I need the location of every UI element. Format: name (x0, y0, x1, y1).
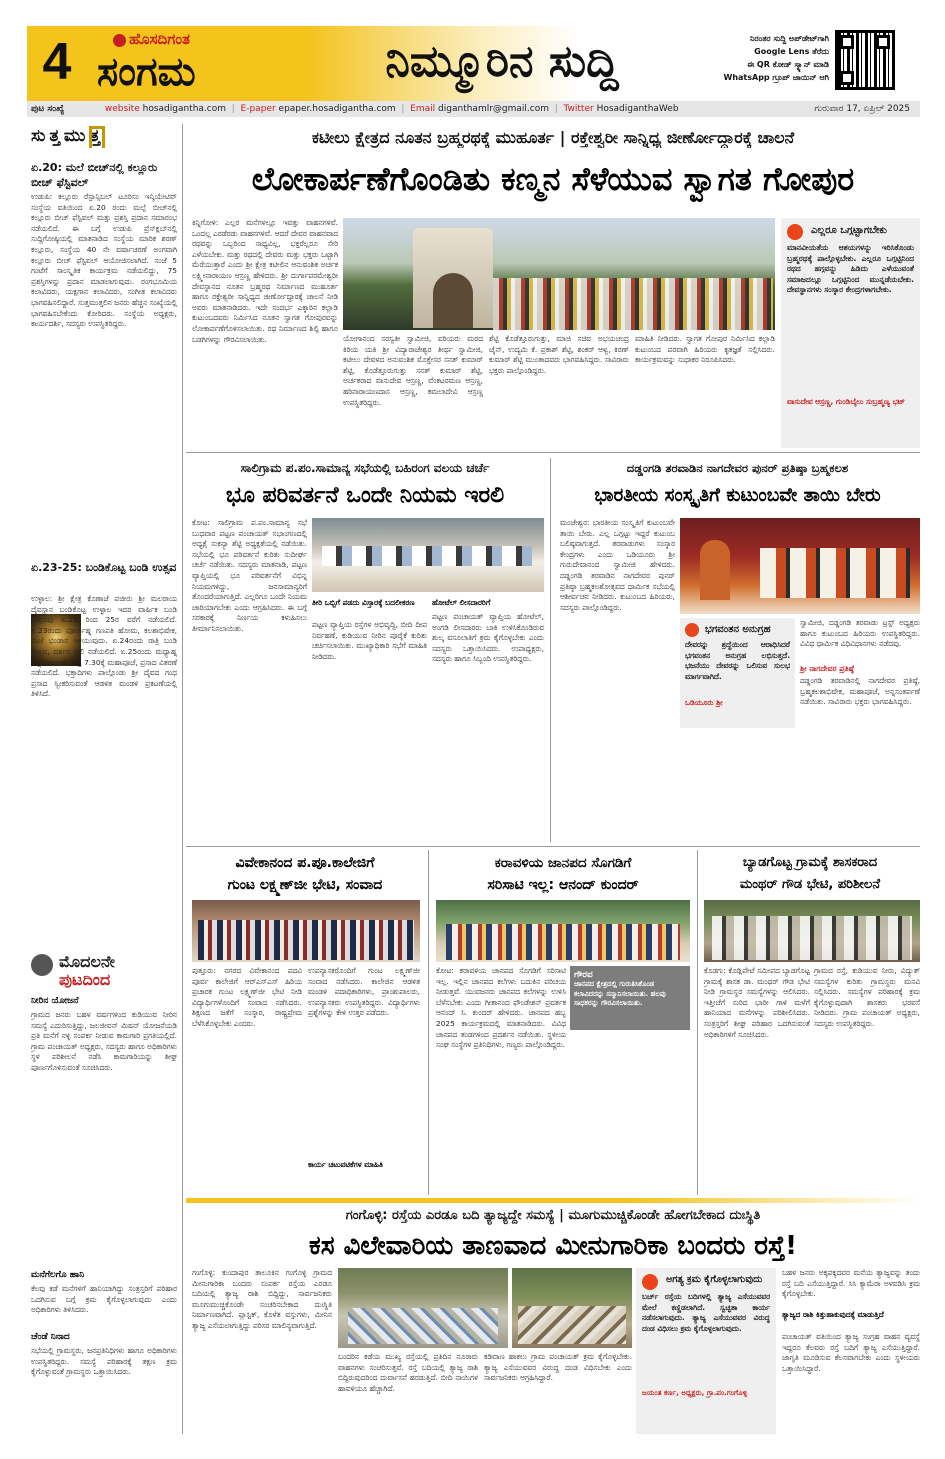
sutta-column (27, 124, 177, 944)
saligrama-headline: ಭೂ ಪರಿವರ್ತನೆ ಒಂದೇ ನಿಯಮ ಇರಲಿ (225, 483, 505, 508)
door-icon (89, 126, 105, 148)
gangolli-headline: ಕಸ ವಿಲೇವಾರಿಯ ತಾಣವಾದ ಮೀನುಗಾರಿಕಾ ಬಂದರು ರಸ್ತೆ! (309, 1231, 797, 1261)
saligrama-body1: ಕೋಟ: ಸಾಲಿಗ್ರಾಮ ಪ.ಪಂ.ಸಾಮಾನ್ಯ ಸಭೆ ಬುಧವಾರ ಪಟ್ಟಣ ಪಂಚಾಯತ್ ಸಭಾಂಗಣದಲ್ಲಿ ಅಧ್ಯಕ್ಷೆ ಸುಕನ್ಯಾ ಶೆಟ್ಟಿ ಅಧ್ಯಕ್ಷತೆಯಲ್ಲಿ ನಡೆಯಿತು. ಸಭೆಯಲ್ಲಿ ಭೂ ಪರಿವರ್ತನೆ ಕುರಿತು ಸುದೀರ್ಘ ಚರ್ಚೆ ನಡೆಯಿತು. ಸದಸ್ಯರು ಮಾತನಾಡಿ, ಪಟ್ಟಣ ವ್ಯಾಪ್ತಿಯಲ್ಲಿ ಭೂ ಪರಿವರ್ತನೆಗೆ ವಿಭಿನ್ನ ನಿಯಮಗಳಿದ್ದು, ಜನಸಾಮಾನ್ಯರಿಗೆ ತೊಂದರೆಯಾಗುತ್ತಿದೆ. ಎಲ್ಲರಿಗೂ ಒಂದೇ ನಿಯಮ ಜಾರಿಯಾಗಬೇಕು ಎಂದು ಆಗ್ರಹಿಸಿದರು. ಈ ಬಗ್ಗೆ ಸರಕಾರಕ್ಕೆ ನಿರ್ಣಯ ಕಳುಹಿಸಲು ತೀರ್ಮಾನಿಸಲಾಯಿತು. (192, 518, 307, 633)
lead-kicker: ಕಟೀಲು ಕ್ಷೇತ್ರದ ನೂತನ ಬ್ರಹ್ಮರಥಕ್ಕೆ ಮುಹೂರ್ತ | ರಕ್ತೇಶ್ವರೀ ಸಾನ್ನಿಧ್ಯ ಜೀರ್ಣೋದ್ಧಾರಕ್ಕೆ ಚಾಲನೆ (311, 128, 795, 147)
gangolli-waste-photo-2 (512, 1268, 632, 1348)
hr-1 (186, 452, 920, 453)
quote-icon (787, 224, 803, 240)
lead-quote-box (781, 218, 920, 448)
byadagotta-body2: ಗ್ರಾಮದ ರಸ್ತೆ, ಕುಡಿಯುವ ನೀರು, ವಿದ್ಯುತ್ ಸಮಸ್ಯೆಗಳ ಕುರಿತು ಗ್ರಾಮಸ್ಥರು ಮನವಿ ಸಲ್ಲಿಸಿದರು. ಸಮಸ್ಯೆಗಳ ಪರಿಹಾರಕ್ಕೆ ಕ್ರಮ ಕೈಗೊಳ್ಳುವುದಾಗಿ ಶಾಸಕರು ಭರವಸೆ ನೀಡಿದರು. ಗ್ರಾಮ ಪಂಚಾಯತ್ ಅಧ್ಯಕ್ಷರು, ಸದಸ್ಯರು ಉಪಸ್ಥಿತರಿದ್ದರು. (814, 966, 920, 1028)
info-strip: ಪುಟ ಸಂಖ್ಯೆ website hosadigantha.com | E-paper epaper.hosadigantha.com | Email diganthamlr@gmail.com | Twitter HosadiganthaWeb ಗುರುವಾರ 17, ಏಪ್ರಿಲ್ 2025 (27, 101, 920, 117)
daddangadi-body2: ಸ್ವಾಮೀಜಿ, ದಡ್ಡಂಗಡಿ ತರವಾಡು ಟ್ರಸ್ಟ್ ಅಧ್ಯಕ್ಷರು ಹಾಗೂ ಕುಟುಂಬದ ಹಿರಿಯರು ಉಪಸ್ಥಿತರಿದ್ದರು. ವಿವಿಧ ಧಾರ್ಮಿಕ ವಿಧಿವಿಧಾನಗಳು ನಡೆದವು. (800, 618, 920, 649)
qr-line-1: ನಿರಂತರ ಸುದ್ದಿ ಅಪ್‌ಡೇಟ್‌ಗಾಗಿ (749, 34, 829, 43)
byadagotta-kicker: ಬ್ಯಾಡಗೊಟ್ಟ ಗ್ರಾಮಕ್ಕೆ ಶಾಸಕರಾದ (742, 855, 878, 870)
byadagotta-headline: ಮಂಥರ್ ಗೌಡ ಭೇಟಿ, ಪರಿಶೀಲನೆ (739, 877, 881, 892)
date: ಗುರುವಾರ 17, ಏಪ್ರಿಲ್ 2025 (814, 104, 910, 114)
email-link[interactable]: diganthamlr@gmail.com (438, 104, 549, 114)
qr-line-4: WhatsApp ಗ್ರೂಪ್ ಜಾಯಿನ್ ಆಗಿ (723, 73, 829, 82)
lead-gopura-photo (343, 218, 775, 330)
gangolli-quote-head: ಅಗತ್ಯ ಕ್ರಮ ಕೈಗೊಳ್ಳಲಾಗುವುದು (666, 1274, 763, 1285)
daddangadi-sub1: ಶ್ರೀ ನಾಗದೇವರ ಪ್ರತಿಷ್ಠೆ (800, 664, 854, 673)
gangolli-body2: ಬಂದರಿನ ಕಡೆಯ ಮುಖ್ಯ ರಸ್ತೆಯಲ್ಲಿ ಪ್ರತಿದಿನ ನೂರಾರು ವಾಹನಗಳು ಸಂಚರಿಸುತ್ತವೆ. ರಸ್ತೆ ಬದಿಯಲ್ಲಿ ತ್ಯಾಜ್ಯ ರಾಶಿ ಬಿದ್ದಿರುವುದರಿಂದ ದುರ್ವಾಸನೆ ಹರಡುತ್ತಿದೆ. ಬೀದಿ ನಾಯಿಗಳ ಹಾವಳಿಯೂ ಹೆಚ್ಚಾಗಿದೆ. (338, 1352, 478, 1393)
column-divider (182, 124, 183, 1434)
lead-quote-head: ಎಲ್ಲರೂ ಒಗ್ಗಟ್ಟಾಗಬೇಕು (811, 225, 887, 236)
saligrama-kicker: ಸಾಲಿಗ್ರಾಮ ಪ.ಪಂ.ಸಾಮಾನ್ಯ ಸಭೆಯಲ್ಲಿ ಬಹಿರಂಗ ವಲಯ ಚರ್ಚೆ (240, 461, 490, 475)
modalane-title1: ಮೊದಲನೇ (59, 952, 115, 971)
modalane-sec1: ನೀರಿನ ಯೋಜನೆ (31, 996, 79, 1006)
brand-logo-icon (113, 34, 126, 47)
brand-big: ಸಂಗಮ (97, 49, 196, 95)
edition-label: ಪುಟ ಸಂಖ್ಯೆ (31, 104, 65, 114)
quote-icon (685, 623, 699, 637)
sutta-item2-head: ಏ.23-25: ಬಂಡಿಕೊಟ್ಟ ಬಂಡಿ ಉತ್ಸವ (31, 561, 177, 574)
page-number: 4 (42, 33, 72, 91)
brand-small: ಹೊಸದಿಗಂತ (129, 30, 190, 48)
gangolli-waste-photo-1 (338, 1268, 508, 1348)
karavali-stage-photo (436, 900, 690, 962)
sutta-title: ಸುತ್ತಮುತ್ತ (31, 126, 104, 146)
byadagotta-visit-photo (704, 900, 920, 962)
gangolli-body4: ಬಹಳ ಜನರು ಅಕ್ಕಪಕ್ಕದವರ ಮನೆಯ ತ್ಯಾಜ್ಯವನ್ನು ತಂದು ರಸ್ತೆ ಬದಿ ಎಸೆಯುತ್ತಿದ್ದಾರೆ. ಸಿಸಿ ಕ್ಯಾಮೆರಾ ಅಳವಡಿಸಿ ಕ್ರಮ ಕೈಗೊಳ್ಳಬೇಕು. (782, 1268, 920, 1299)
gangolli-quote-author: ಜಯಂತ ಕರ್ಣ, ಅಧ್ಯಕ್ಷರು, ಗ್ರಾ.ಪಂ.ಗಂಗೊಳ್ಳಿ (642, 1388, 748, 1397)
modalane-body1: ಗ್ರಾಮದ ಜನರು ಬಹಳ ವರ್ಷಗಳಿಂದ ಕುಡಿಯುವ ನೀರಿನ ಸಮಸ್ಯೆ ಎದುರಿಸುತ್ತಿದ್ದು, ಜಲಜೀವನ್ ಮಿಷನ್ ಯೋಜನೆಯಡಿ ಪ್ರತಿ ಮನೆಗೆ ನಳ್ಳಿ ಸಂಪರ್ಕ ನೀಡುವ ಕಾಮಗಾರಿ ಪ್ರಗತಿಯಲ್ಲಿದೆ. ಗ್ರಾಮ ಪಂಚಾಯತ್ ಅಧ್ಯಕ್ಷರು, ಸದಸ್ಯರು ಹಾಗೂ ಅಧಿಕಾರಿಗಳು ಸ್ಥಳ ಪರಿಶೀಲನೆ ನಡೆಸಿ ಕಾಮಗಾರಿಯನ್ನು ಶೀಘ್ರ ಪೂರ್ಣಗೊಳಿಸುವಂತೆ ಸೂಚಿಸಿದರು. (31, 1010, 177, 1072)
qr-caption (699, 32, 829, 84)
section-title: ನಿಮ್ಮೂರಿನ ಸುದ್ದಿ (385, 36, 619, 87)
karavali-headline: ಸರಿಸಾಟಿ ಇಲ್ಲ: ಆನಂದ್ ಕುಂದರ್ (487, 877, 639, 893)
daddangadi-swamiji-photo (680, 518, 920, 614)
gangolli-body5: ಪಂಚಾಯತ್ ವತಿಯಿಂದ ತ್ಯಾಜ್ಯ ಸಂಗ್ರಹ ವಾಹನ ವ್ಯವಸ್ಥೆ ಇದ್ದರೂ ಕೆಲವರು ರಸ್ತೆ ಬದಿಗೆ ತ್ಯಾಜ್ಯ ಎಸೆಯುತ್ತಿದ್ದಾರೆ. ಜಾಗೃತಿ ಮೂಡಿಸುವ ಕೆಲಸವಾಗಬೇಕು ಎಂದು ಸ್ಥಳೀಯರು ಒತ್ತಾಯಿಸಿದ್ದಾರೆ. (782, 1332, 920, 1373)
modalane-column (27, 950, 177, 1430)
sutta-item1-body: ಉಡುಪಿ: ಕಲ್ಲೂರು ರೆಸ್ಪಾನ್ಸಿಬಲ್ ಟೂರಿಸಂ ಇನ್ಶಿಯೇಟಿವ್ ಸಂಸ್ಥೆಯ ವತಿಯಿಂದ ಏ.20 ರಂದು ಮಲ್ಪೆ ಬೀಚ್‌ನಲ್ಲಿ ಕಲ್ಲೂರು ಬೀಚ್ ಫೆಸ್ಟಿವಲ್ ಮತ್ತು ಪ್ರಶಸ್ತಿ ಪ್ರದಾನ ಸಮಾರಂಭ ನಡೆಯಲಿದೆ. ಈ ಬಗ್ಗೆ ಉಡುಪಿ ಪ್ರೆಸ್‌ಕ್ಲಬ್‌ನಲ್ಲಿ ಸುದ್ದಿಗೋಷ್ಠಿಯಲ್ಲಿ ಮಾತನಾಡಿದ ಸಂಸ್ಥೆಯ ಮಾರಿಕ ಶರಣ್ ಕಲ್ಲೂರು, ಸಂಸ್ಥೆಯ 40 ನೇ ವರ್ಷಾಚರಣೆ ಅಂಗವಾಗಿ ಕಲ್ಲೂರು ಬೀಚ್ ಫೆಸ್ಟಿವಲ್ ಆಯೋಜಿಸಲಾಗಿದೆ. ಸಂಜೆ 5 ಗಂಟೆಗೆ ಸಾಂಸ್ಕೃತಿಕ ಕಾರ್ಯಕ್ರಮ ನಡೆಯಲಿದ್ದು, 75 ಪ್ರಶಸ್ತಿಗಳನ್ನು ಪ್ರದಾನ ಮಾಡಲಾಗುವುದು. ರಂಗಭೂಮಿಯ ಕಲಾವಿದರು, ಯಕ್ಷಗಾನ ಕಲಾವಿದರು, ಸಂಗೀತ ಕಲಾವಿದರು ಭಾಗವಹಿಸಲಿದ್ದಾರೆ. ಸುತ್ತಮುತ್ತಲಿನ ಜನರು ಹೆಚ್ಚಿನ ಸಂಖ್ಯೆಯಲ್ಲಿ ಭಾಗವಹಿಸಬೇಕೆಂದು ಕೋರಿದರು. ಸಂಸ್ಥೆಯ ಅಧ್ಯಕ್ಷರು, ಕಾರ್ಯದರ್ಶಿ, ಸದಸ್ಯರು ಉಪಸ್ಥಿತರಿದ್ದರು. (31, 192, 177, 329)
saligrama-body3: ಪಟ್ಟಣ ಪಂಚಾಯತ್ ವ್ಯಾಪ್ತಿಯ ಹೋಟೆಲ್, ಅಂಗಡಿ ಲೀಸದಾರರು ಬಾಕಿ ಉಳಿಸಿಕೊಂಡಿರುವ ಶುಲ್ಕ ವಸೂಲಾತಿಗೆ ಕ್ರಮ ಕೈಗೊಳ್ಳಬೇಕು ಎಂದು ಸದಸ್ಯರು ಒತ್ತಾಯಿಸಿದರು. ಉಪಾಧ್ಯಕ್ಷರು, ಸದಸ್ಯರು ಹಾಗೂ ಸಿಬ್ಬಂದಿ ಉಪಸ್ಥಿತರಿದ್ದರು. (432, 612, 544, 664)
saligrama-body2: ಪಟ್ಟಣ ವ್ಯಾಪ್ತಿಯ ರಸ್ತೆಗಳ ಅಭಿವೃದ್ಧಿ, ಬೀದಿ ದೀಪ ನಿರ್ವಹಣೆ, ಕುಡಿಯುವ ನೀರಿನ ಪೂರೈಕೆ ಕುರಿತು ಚರ್ಚಿಸಲಾಯಿತು. ಮುಖ್ಯಾಧಿಕಾರಿ ಸಭೆಗೆ ಮಾಹಿತಿ ನೀಡಿದರು. (312, 620, 427, 661)
twitter-link[interactable]: HosadiganthaWeb (596, 104, 679, 114)
lead-body-left: ಕಿನ್ನಿಗೋಳಿ: ಎಲ್ಲರ ಮನೆಗಳಲ್ಲೂ ಇವತ್ತು ವಾಹನಗಳಿವೆ. ಒಂದಲ್ಲ ಎರಡೆರಡು ವಾಹನಗಳಿವೆ. ಆದರೆ ದೇವರ ವಾಹನವಾದ ರಥವನ್ನು ಒಬ್ಬರಿಂದ ಸಾಧ್ಯವಿಲ್ಲ, ಭಕ್ತರೆಲ್ಲರೂ ಸೇರಿ ಎಳೆಯಬೇಕು. ಮತ್ತು ರಥದಲ್ಲಿ ದೇವರು ಮತ್ತು ಭಕ್ತರು ಒಟ್ಟಾಗಿ ಮೆರೆಯುತ್ತಾರೆ ಎಂದು ಶ್ರೀ ಕ್ಷೇತ್ರ ಕಟೀಲಿನ ಆನುವಂಶಿಕ ಅರ್ಚಕ ಲಕ್ಷ್ಮೀನಾರಾಯಣ ಆಸ್ರಣ್ಣ ಹೇಳಿದರು. ಶ್ರೀ ದುರ್ಗಾಪರಮೇಶ್ವರೀ ದೇವಸ್ಥಾನದ ನೂತನ ಬ್ರಹ್ಮರಥ ನಿರ್ಮಾಣದ ಮುಹೂರ್ತ ಹಾಗೂ ರಕ್ತೇಶ್ವರೀ ಸಾನ್ನಿಧ್ಯದ ಜೀರ್ಣೋದ್ಧಾರಕ್ಕೆ ಚಾಲನೆ ನೀಡಿ ಅವರು ಮಾತನಾಡಿದರು. ಇದೇ ಸಂದರ್ಭ ಎಕ್ಕಾರಿನ ಕಲ್ಲಾಡಿ ಕುಟುಂಬದವರು ನಿರ್ಮಿಸಿದ ನೂತನ ಸ್ವಾಗತ ಗೋಪುರವನ್ನು ಲೋಕಾರ್ಪಣೆಗೊಳಿಸಲಾಯಿತು. ರಥ ನಿರ್ಮಾಣದ ಶಿಲ್ಪಿ ಹಾಗೂ ಬಡಗಿಗಳನ್ನು ಗೌರವಿಸಲಾಯಿತು. (192, 218, 338, 344)
saligrama-meeting-photo (312, 518, 544, 592)
quote-icon (642, 1274, 658, 1290)
gangolli-body1: ಗಂಗೊಳ್ಳಿ: ಕುಂದಾಪುರ ತಾಲೂಕಿನ ಗಂಗೊಳ್ಳಿ ಗ್ರಾಮದ ಮೀನುಗಾರಿಕಾ ಬಂದರು ಸಂಪರ್ಕ ರಸ್ತೆಯ ಎರಡೂ ಬದಿಯಲ್ಲಿ ತ್ಯಾಜ್ಯ ರಾಶಿ ಬಿದ್ದಿದ್ದು, ಸಾರ್ವಜನಿಕರು ಮೂಗುಮುಚ್ಚಿಕೊಂಡೇ ಸಂಚರಿಸಬೇಕಾದ ದುಃಸ್ಥಿತಿ ನಿರ್ಮಾಣವಾಗಿದೆ. ಪ್ಲಾಸ್ಟಿಕ್, ಕೊಳೆತ ವಸ್ತುಗಳು, ಮೀನಿನ ತ್ಯಾಜ್ಯ ಎಸೆಯಲಾಗುತ್ತಿದ್ದು ಪರಿಸರ ಮಾಲಿನ್ಯವಾಗುತ್ತಿದೆ. (192, 1268, 332, 1330)
pen-icon (31, 954, 53, 976)
website-label: website (104, 104, 140, 114)
karavali-kicker: ಕರಾವಳಿಯ ಜಾನಪದ ಸೊಗಡಿಗೆ (494, 855, 632, 871)
gangolli-body3: ಕಡಿವಾಣ ಹಾಕಲು ಗ್ರಾಮ ಪಂಚಾಯತ್ ಕ್ರಮ ಕೈಗೊಳ್ಳಬೇಕು. ತ್ಯಾಜ್ಯ ಎಸೆಯುವವರ ವಿರುದ್ಧ ದಂಡ ವಿಧಿಸಬೇಕು ಎಂದು ಸಾರ್ವಜನಿಕರು ಆಗ್ರಹಿಸಿದ್ದಾರೆ. (484, 1352, 632, 1383)
lead-quote-author: ವಾಸುದೇವ ಆಸ್ರಣ್ಣ, ಗುಂಡಿಬೈಲು ಸುಬ್ರಹ್ಮಣ್ಯ ಭಟ್ (787, 397, 905, 406)
lead-body-mid: ಯೋಗಾನಂದ ಸರಸ್ವತೀ ಸ್ವಾಮೀಜಿ, ವರಿಯರು ಮಠದ ಕಿರಿಯ ಯತಿ ಶ್ರೀ ವಿದ್ಯಾರಾಜೇಶ್ವರ ತೀರ್ಥ ಸ್ವಾಮೀಜಿ, ಕಟೀಲು ದೇವಳದ ಅನುವಂಶಿಕ ಮೊಕ್ತೇಸರ ಸನತ್ ಕುಮಾರ್ ಶೆಟ್ಟಿ, ಕೊಡೆತ್ತೂರುಗುತ್ತು ಸನತ್ ಕುಮಾರ್ ಶೆಟ್ಟಿ, ಅರ್ಚಕರಾದ ವಾಸುದೇವ ಆಸ್ರಣ್ಣ, ವೆಂಕಟರಮಣ ಆಸ್ರಣ್ಣ, ಹರಿನಾರಾಯಣದಾಸ ಆಸ್ರಣ್ಣ, ಕಮಲಾದೇವಿ ಆಸ್ರಣ್ಣ ಉಪಸ್ಥಿತರಿದ್ದರು. (343, 334, 483, 407)
gangolli-accent-bar (186, 1198, 920, 1203)
daddangadi-quote-box (680, 618, 795, 728)
lead-headline: ಲೋಕಾರ್ಪಣೆಗೊಂಡಿತು ಕಣ್ಮನ ಸೆಳೆಯುವ ಸ್ವಾಗತ ಗೋಪುರ (251, 160, 855, 198)
qr-line-2: Google Lens ತೆರೆದು (754, 47, 829, 56)
modalane-title2: ಪುಟದಿಂದ (59, 970, 111, 989)
daddangadi-quote-author: ಒಡಿಯೂರು ಶ್ರೀ (685, 698, 723, 707)
twitter-label: Twitter (563, 104, 594, 114)
email-label: Email (410, 104, 436, 114)
modalane-body3: ಸಭೆಯಲ್ಲಿ ಗ್ರಾಮಸ್ಥರು, ಜನಪ್ರತಿನಿಧಿಗಳು ಹಾಗೂ ಅಧಿಕಾರಿಗಳು ಉಪಸ್ಥಿತರಿದ್ದರು. ಸಮಸ್ಯೆ ಪರಿಹಾರಕ್ಕೆ ತಕ್ಷಣ ಕ್ರಮ ಕೈಗೊಳ್ಳುವಂತೆ ಗ್ರಾಮಸ್ಥರು ಒತ್ತಾಯಿಸಿದರು. (31, 1346, 177, 1377)
lead-quote-body: ಮಾನವೀಯತೆಯ ಆಶಯಗಳನ್ನು ಇರಿಸಿಕೊಂಡು ಬ್ರಹ್ಮರಥಕ್ಕೆ ಪಾಲ್ಗೊಳ್ಳಬೇಕು. ಎಲ್ಲರೂ ಒಗ್ಗಟ್ಟಿನಿಂದ ರಥದ ಹಗ್ಗವನ್ನು ಹಿಡಿದು ಎಳೆಯುವಂತೆ ಸಮಾಜದಲ್ಲೂ ಒಗ್ಗಟ್ಟಿನಿಂದ ಮುನ್ನಡೆಯಬೇಕು. ದೇವಸ್ಥಾನಗಳು ಸಂಸ್ಕಾರ ಕೇಂದ್ರಗಳಾಗಬೇಕು. (787, 243, 914, 295)
qr-code-icon[interactable] (835, 30, 895, 90)
byadagotta-body1: ಕೊಡಗು: ಕೊಡ್ಲಿಪೇಟೆ ಸಮೀಪದ ಬ್ಯಾಡಗೊಟ್ಟ ಗ್ರಾಮಕ್ಕೆ ಶಾಸಕ ಡಾ. ಮಂಥರ್ ಗೌಡ ಭೇಟಿ ನೀಡಿ ಗ್ರಾಮಸ್ಥರ ಸಮಸ್ಯೆಗಳನ್ನು ಆಲಿಸಿದರು. ಇತ್ತೀಚೆಗೆ ಸುರಿದ ಭಾರೀ ಗಾಳಿ ಮಳೆಗೆ ಹಾನಿಯಾದ ಮನೆಗಳನ್ನು ಪರಿಶೀಲಿಸಿದರು. ಸಂತ್ರಸ್ತರಿಗೆ ಶೀಘ್ರ ಪರಿಹಾರ ಒದಗಿಸುವಂತೆ ಅಧಿಕಾರಿಗಳಿಗೆ ಸೂಚಿಸಿದರು. (704, 966, 810, 1039)
karavali-box-title: ಗೌರವ (574, 970, 593, 980)
vivekananda-body2: ಉಪನ್ಯಾಸಕರೊಂದಿಗೆ ಗುಂಟ ಲಕ್ಷ್ಮಣ್‌ಜೀ ಸಂವಾದ ನಡೆಸಿದರು. ಕಾಲೇಜಿನ ಆಡಳಿತ ಮಂಡಳಿ ಪದಾಧಿಕಾರಿಗಳು, ಪ್ರಾಂಶುಪಾಲರು, ಉಪನ್ಯಾಸಕರು ಉಪಸ್ಥಿತರಿದ್ದರು. ವಿದ್ಯಾರ್ಥಿಗಳು ಪ್ರಶ್ನೆಗಳನ್ನು ಕೇಳಿ ಉತ್ತರ ಪಡೆದರು. (308, 966, 420, 1018)
epaper-label: E-paper (240, 104, 276, 114)
saligrama-sub1: ತೀರಿ ಒಬ್ಬಿಗೆ ಪಡದು ವಿಸ್ತಾರಕ್ಕೆ ಬದಲೀಕರಣ (312, 598, 415, 607)
lead-body-mid3: ಮಾಹಿತಿ ನೀಡಿದರು. ಸ್ವಾಗತ ಗೋಪುರ ನಿರ್ಮಿಸಿದ ಕಲ್ಲಾಡಿ ಕುಟುಂಬದ ಪರವಾಗಿ ಹಿರಿಯರು ಕೃತಜ್ಞತೆ ಸಲ್ಲಿಸಿದರು. ಕಾರ್ಯಕ್ರಮವನ್ನು ಸುಧಾಕರ ನಿರೂಪಿಸಿದರು. (635, 334, 775, 365)
sutta-label (31, 126, 171, 152)
modalane-body2: ಕೆಲವು ಕಡೆ ಮನೆಗಳಿಗೆ ಹಾನಿಯಾಗಿದ್ದು ಸಂತ್ರಸ್ತರಿಗೆ ಪರಿಹಾರ ಒದಗಿಸುವ ಬಗ್ಗೆ ಕ್ರಮ ಕೈಗೊಳ್ಳಲಾಗುವುದು ಎಂದು ಅಧಿಕಾರಿಗಳು ತಿಳಿಸಿದರು. (31, 1284, 177, 1315)
vivekananda-kicker: ವಿವೇಕಾನಂದ ಪ.ಪೂ.ಕಾಲೇಜಿಗೆ (235, 855, 375, 871)
modalane-sec3: ಚೆಂಡೆ ನಿನಾದ (31, 1332, 70, 1342)
gangolli-quote-body: ಬರ್ಚ್ ರಸ್ತೆಯ ಬದಿಗಳಲ್ಲಿ ತ್ಯಾಜ್ಯ ಎಸೆಯುವವರ ಮೇಲೆ ಕಣ್ಣಿಡಲಾಗಿದೆ. ಸ್ವಚ್ಛತಾ ಕಾರ್ಯ ನಡೆಸಲಾಗುವುದು. ತ್ಯಾಜ್ಯ ಎಸೆಯುವವರ ವಿರುದ್ಧ ದಂಡ ವಿಧಿಸಲು ಕ್ರಮ ಕೈಗೊಳ್ಳಲಾಗುವುದು. (642, 1292, 770, 1333)
hr-2 (186, 846, 920, 847)
vivekananda-body1: ಪುತ್ತೂರು: ನಗರದ ವಿವೇಕಾನಂದ ಪದವಿ ಪೂರ್ವ ಕಾಲೇಜಿಗೆ ಆರ್‌ಎಸ್‌ಎಸ್ ಹಿರಿಯ ಪ್ರಚಾರಕ ಗುಂಟ ಲಕ್ಷ್ಮಣ್‌ಜೀ ಭೇಟಿ ನೀಡಿ ವಿದ್ಯಾರ್ಥಿಗಳೊಂದಿಗೆ ಸಂವಾದ ನಡೆಸಿದರು. ಶಿಕ್ಷಣದ ಜತೆಗೆ ಸಂಸ್ಕಾರ, ರಾಷ್ಟ್ರಪ್ರೇಮ ಬೆಳೆಸಿಕೊಳ್ಳಬೇಕು ಎಂದರು. (192, 966, 302, 1028)
website-link[interactable]: hosadigantha.com (142, 104, 227, 114)
daddangadi-body3: ದಡ್ಡಂಗಡಿ ತರವಾಡಿನಲ್ಲಿ ನಾಗದೇವರ ಪ್ರತಿಷ್ಠೆ, ಬ್ರಹ್ಮಕಲಶಾಭಿಷೇಕ, ಮಹಾಪೂಜೆ, ಅನ್ನಸಂತರ್ಪಣೆ ನಡೆಯಿತು. ಸಾವಿರಾರು ಭಕ್ತರು ಭಾಗವಹಿಸಿದ್ದರು. (800, 676, 920, 707)
vr-1 (550, 458, 551, 842)
karavali-box-body: ಜಾನಪದ ಕ್ಷೇತ್ರದಲ್ಲಿ ಗುರುತಿಸಿಕೊಂಡ ಕಲಾವಿದರನ್ನು ಸನ್ಮಾನಿಸಲಾಯಿತು. ಹಲವು ಸಾಧಕರನ್ನು ಗೌರವಿಸಲಾಯಿತು. (574, 980, 666, 1007)
vr-2 (428, 850, 429, 1195)
sutta-item2-body: ಉಳ್ಳಾಲ: ಶ್ರೀ ಕ್ಷೇತ್ರ ಕೊಣಾಜೆ ಪಜೀರು ಶ್ರೀ ಮಲರಾಯ ದೈವಸ್ಥಾನ ಬಂಡಿಕೊಟ್ಟ ಉಳ್ಳಾಲ ಇದರ ವಾರ್ಷಿಕ ಬಂಡಿ ಉತ್ಸವವು ಏ.23 ರಿಂದ 25ರ ವರೆಗೆ ನಡೆಯಲಿದೆ. ಏ.23ರಂದು ಪೂರ್ವಾಹ್ನ ಗಣಪತಿ ಹೋಮ, ಕಲಶಾಭಿಷೇಕ, ಸಂಜೆ ಭಂಡಾರ ಇಳಿಯುವುದು. ಏ.24ರಂದು ರಾತ್ರಿ ಬಂಡಿ ಉತ್ಸವ, ದರ್ಶನ ಬಲಿ ನಡೆಯಲಿದೆ. ಏ.25ರಂದು ಮಧ್ಯಾಹ್ನ ಅನ್ನಸಂತರ್ಪಣೆ, ರಾತ್ರಿ 7.30ಕ್ಕೆ ಮಹಾಪೂಜೆ, ಪ್ರಸಾದ ವಿತರಣೆ ನಡೆಯಲಿದೆ. ಭಕ್ತಾದಿಗಳು ಪಾಲ್ಗೊಂಡು ಶ್ರೀ ದೈವದ ಗಂಧ ಪ್ರಸಾದ ಸ್ವೀಕರಿಸುವಂತೆ ಆಡಳಿತ ಮಂಡಳಿ ಪ್ರಕಟಣೆಯಲ್ಲಿ ತಿಳಿಸಿದೆ. (31, 594, 177, 699)
daddangadi-headline: ಭಾರತೀಯ ಸಂಸ್ಕೃತಿಗೆ ಕುಟುಂಬವೇ ತಾಯಿ ಬೇರು (594, 485, 881, 506)
qr-line-3: ಈ QR ಕೋಡ್ ಸ್ಕ್ಯಾನ್ ಮಾಡಿ (747, 60, 829, 69)
lead-body-mid2: ಶೆಟ್ಟಿ ಕೊಡೆತ್ತೂರುಗುತ್ತು, ಮಾಜಿ ಸಚಿವ ಅಭಯಚಂದ್ರ ಜೈನ್, ಉದ್ಯಮಿ ಕೆ. ಪ್ರಕಾಶ್ ಶೆಟ್ಟಿ, ಶಂಕರ್ ಆಳ್ವ, ಕಿರಣ್ ಕುಮಾರ್ ಶೆಟ್ಟಿ ಮುಂತಾದವರು ಭಾಗವಹಿಸಿದ್ದರು. ಸಾವಿರಾರು ಭಕ್ತರು ಪಾಲ್ಗೊಂಡಿದ್ದರು. (489, 334, 629, 375)
vr-3 (697, 850, 698, 1195)
daddangadi-kicker: ದಡ್ಡಂಗಡಿ ತರವಾಡಿನ ನಾಗದೇವರ ಪುನರ್ ಪ್ರತಿಷ್ಠಾ ಬ್ರಹ್ಮಕಲಶ (626, 461, 849, 475)
vivekananda-sub1: ಕಾರ್ಯ ಚಟುವಟಿಕೆಗಳ ಮಾಹಿತಿ (308, 1160, 383, 1169)
gangolli-kicker: ಗಂಗೊಳ್ಳಿ: ರಸ್ತೆಯ ಎರಡೂ ಬದಿ ತ್ಯಾಜ್ಯದ್ದೇ ಸಮಸ್ಯೆ | ಮೂಗುಮುಚ್ಚಿಕೊಂಡೇ ಹೋಗಬೇಕಾದ ದುಃಸ್ಥಿತಿ (345, 1208, 761, 1223)
gangolli-quote-box (636, 1268, 776, 1434)
masthead (27, 26, 920, 101)
karavali-box (570, 966, 690, 1030)
epaper-link[interactable]: epaper.hosadigantha.com (278, 104, 396, 114)
sutta-item1-head: ಏ.20: ಮಲೆ ಬೀಚ್‌ನಲ್ಲಿ ಕಲ್ಲೂರು ಬೀಚ್ ಫೆಸ್ಟಿವಲ್ (31, 161, 158, 189)
saligrama-sub2: ಹೋಟೆಲ್ ಲೀಸದಾರರಿಗೆ (432, 598, 491, 607)
daddangadi-body1: ಮಂಜೇಶ್ವರ: ಭಾರತೀಯ ಸಂಸ್ಕೃತಿಗೆ ಕುಟುಂಬವೇ ತಾಯಿ ಬೇರು. ಎಲ್ಲ ಒಗ್ಗಟ್ಟು ಇದ್ದರೆ ಕುಟುಂಬ ಬಲಿಷ್ಠವಾಗುತ್ತದೆ. ತರವಾಡುಗಳು ಸಂಸ್ಕಾರ ಕೇಂದ್ರಗಳು ಎಂದು ಒಡಿಯೂರು ಶ್ರೀ ಗುರುದೇವಾನಂದ ಸ್ವಾಮೀಜಿ ಹೇಳಿದರು. ದಡ್ಡಂಗಡಿ ತರವಾಡಿನ ನಾಗದೇವರ ಪುನರ್ ಪ್ರತಿಷ್ಠಾ ಬ್ರಹ್ಮಕಲಶೋತ್ಸವದ ಧಾರ್ಮಿಕ ಸಭೆಯಲ್ಲಿ ಆಶೀರ್ವಚನ ನೀಡಿದರು. ಕುಟುಂಬದ ಹಿರಿಯರು, ಸದಸ್ಯರು ಪಾಲ್ಗೊಂಡಿದ್ದರು. (560, 518, 675, 612)
modalane-sec2: ಮನೆಗೆಲಗೊ ಹಾನಿ (31, 1270, 85, 1280)
daddangadi-quote-head: ಭಗವಂತನ ಅನುಗ್ರಹ (705, 624, 771, 635)
karavali-body1: ಕೋಟ: ಕರಾವಳಿಯ ಜಾನಪದ ಸೊಗಡಿಗೆ ಸರಿಸಾಟಿ ಇಲ್ಲ. ಇಲ್ಲಿನ ಜಾನಪದ ಕಲೆಗಳು ಬದುಕಿನ ಪರಿಚಯ ನೀಡುತ್ತವೆ. ಯುವಜನರು ಜಾನಪದ ಕಲೆಗಳನ್ನು ಉಳಿಸಿ ಬೆಳೆಸಬೇಕು ಎಂದು ಗೀತಾನಂದ ಫೌಂಡೇಶನ್ ಪ್ರವರ್ತಕ ಆನಂದ್ ಸಿ. ಕುಂದರ್ ಹೇಳಿದರು. ಜಾನಪದ ಹಬ್ಬ 2025 ಕಾರ್ಯಕ್ರಮದಲ್ಲಿ ಮಾತನಾಡಿದರು. ವಿವಿಧ ಜಾನಪದ ತಂಡಗಳಿಂದ ಪ್ರದರ್ಶನ ನಡೆಯಿತು. ಸ್ಥಳೀಯ ಸಂಘ ಸಂಸ್ಥೆಗಳ ಪ್ರತಿನಿಧಿಗಳು, ಗಣ್ಯರು ಪಾಲ್ಗೊಂಡಿದ್ದರು. (436, 966, 566, 1050)
daddangadi-quote-body: ದೇವರನ್ನು ಶ್ರದ್ಧೆಯಿಂದ ಆರಾಧಿಸಿದರೆ ಭಗವಂತನ ಅನುಗ್ರಹ ಲಭಿಸುತ್ತದೆ. ಭಜನೆಯು ದೇವರನ್ನು ಒಲಿಸುವ ಸುಲಭ ಮಾರ್ಗವಾಗಿದೆ. (685, 640, 790, 681)
vivekananda-group-photo (192, 900, 420, 962)
vivekananda-headline: ಗುಂಟ ಲಕ್ಷ್ಮಣ್‌ಜೀ ಭೇಟಿ, ಸಂವಾದ (227, 877, 383, 893)
gangolli-sub1: ತ್ಯಾಜ್ಯದ ರಾಶಿ ಕಿತ್ತುಹಾಕುವುದಕ್ಕೆ ಮಾಡುತ್ತಿದೆ (782, 1310, 884, 1319)
